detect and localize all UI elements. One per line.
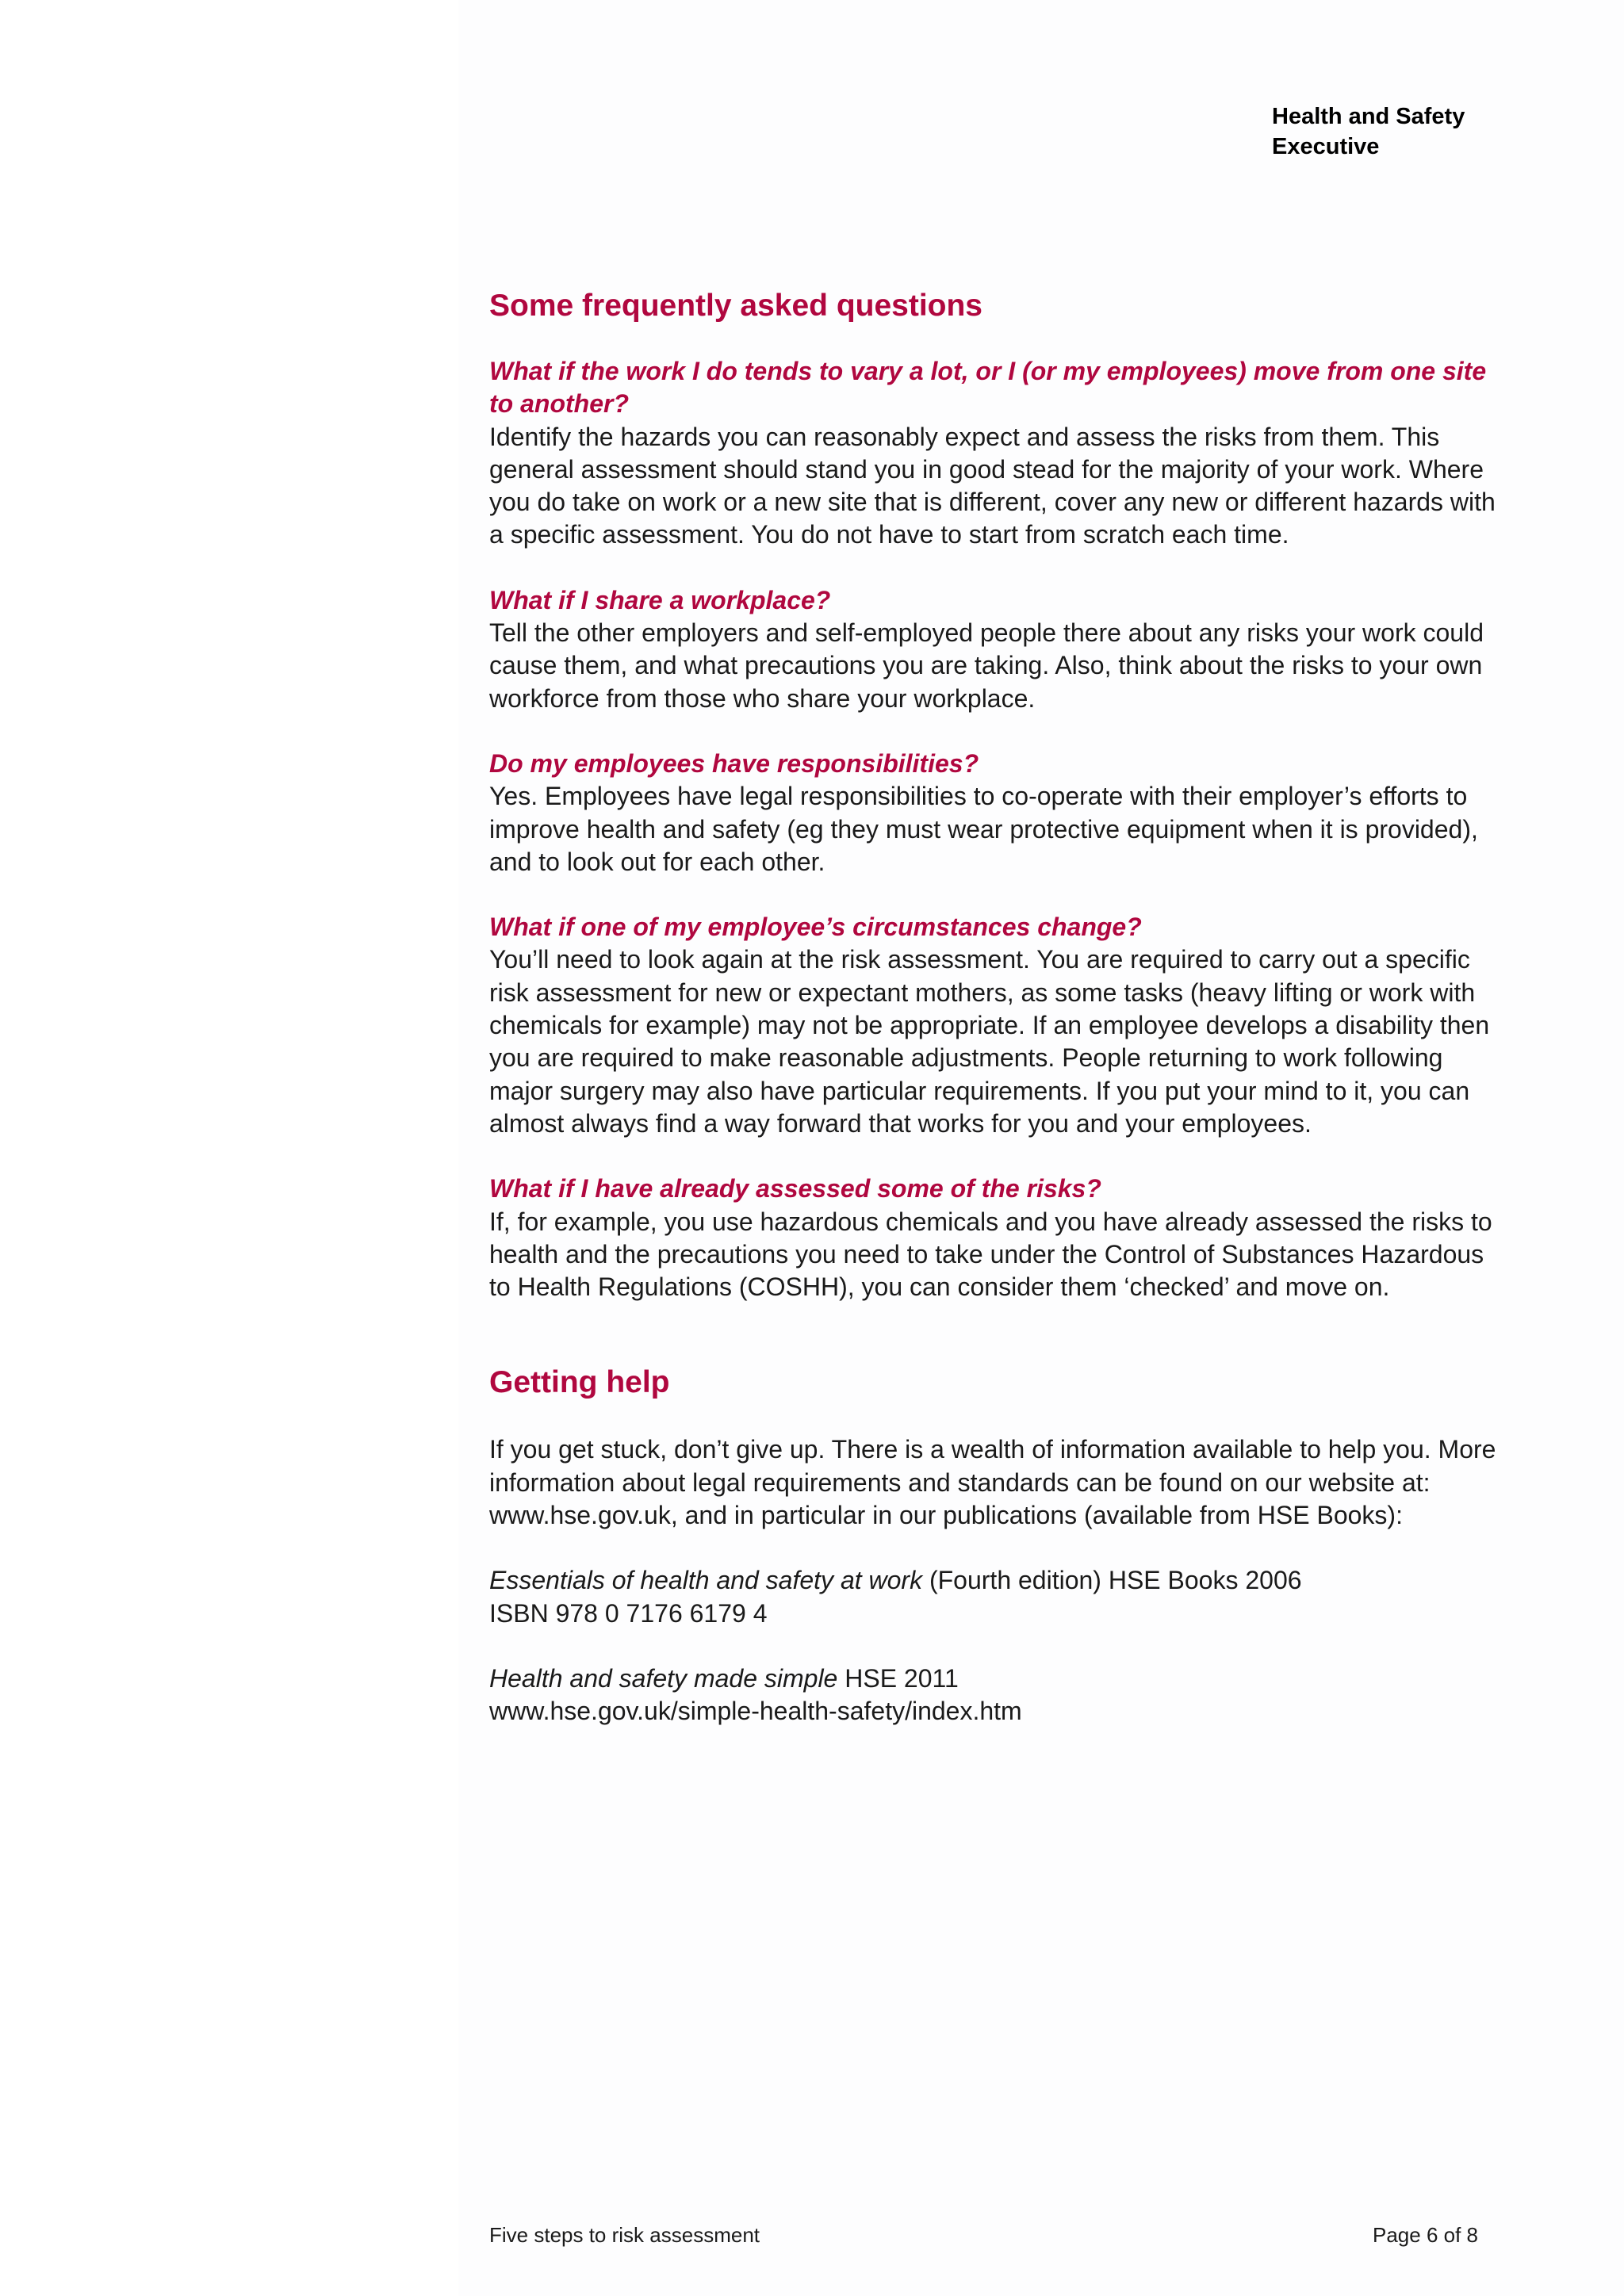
faq-answer: You’ll need to look again at the risk assessment. You are required to carry out a specific risk assessment for new or expectant mothers, as some tasks (heavy lifting or work with chemicals for example) may not be appropriate. If an employee develops a disability then you are required to make reasonable adjustments. People returning to work following major surgery may also have particular requirements. If you put your mind to it, you can almost always find a way forward that works for you and your employees.	[489, 945, 1490, 1138]
publication-title: Essentials of health and safety at work	[489, 1566, 923, 1595]
faq-item	[489, 748, 1496, 878]
footer-document-title: Five steps to risk assessment	[489, 2223, 760, 2247]
faq-section-title: Some frequently asked questions	[489, 289, 983, 323]
publication-url: www.hse.gov.uk/simple-health-safety/index.htm	[489, 1697, 1022, 1726]
faq-question: Do my employees have responsibilities?	[489, 748, 979, 778]
faq-question: What if I have already assessed some of the risks?	[489, 1174, 1101, 1203]
faq-item	[489, 355, 1496, 552]
publication-title: Health and safety made simple	[489, 1663, 838, 1693]
main-content	[489, 258, 1496, 1728]
faq-question: What if one of my employee’s circumstances change?	[489, 913, 1142, 942]
faq-list	[489, 355, 1496, 1303]
help-intro-paragraph: If you get stuck, don’t give up. There is a wealth of information available to help you. More information about legal requirements and standards can be found on our website at: www.hse.gov.uk, and in particular in our publications (available from HSE Books):	[489, 1435, 1496, 1530]
publication-detail: HSE 2011	[837, 1663, 959, 1693]
faq-answer: Yes. Employees have legal responsibilities to co-operate with their employer’s efforts to improve health and safety (eg they must wear protective equipment when it is provided), and to look out for each other.	[489, 782, 1478, 876]
publication-reference-line	[489, 1564, 1496, 1597]
faq-question: What if the work I do tends to vary a lot, or I (or my employees) move from one site to another?	[489, 357, 1487, 419]
faq-question: What if I share a workplace?	[489, 585, 831, 614]
faq-answer: Identify the hazards you can reasonably expect and assess the risks from them. This general assessment should stand you in good stead for the majority of your work. Where you do take on work or a new site that is different, cover any new or different hazards with a specific assessment. You do not have to start from scratch each time.	[489, 422, 1496, 549]
footer-page-number: Page 6 of 8	[1373, 2223, 1478, 2247]
publication-reference	[489, 1663, 1496, 1728]
organisation-name-line-2: Executive	[1272, 134, 1380, 159]
publication-isbn: ISBN 978 0 7176 6179 4	[489, 1598, 768, 1628]
faq-answer: Tell the other employers and self-employed people there about any risks your work could cause them, and what precautions you are taking. Also, think about the risks to your own workforce from those who share your workplace.	[489, 618, 1484, 713]
publication-detail: (Fourth edition) HSE Books 2006	[922, 1566, 1302, 1595]
publication-reference	[489, 1564, 1496, 1630]
faq-item	[489, 1173, 1496, 1303]
faq-item	[489, 911, 1496, 1140]
organisation-name-line-1: Health and Safety	[1272, 104, 1465, 129]
faq-answer: If, for example, you use hazardous chemicals and you have already assessed the risks to health and the precautions you need to take under the Control of Substances Hazardous to Health Regulations (COSHH), you can consider them ‘checked’ and move on.	[489, 1207, 1492, 1302]
help-section-title: Getting help	[489, 1365, 670, 1400]
publication-reference-line	[489, 1663, 1496, 1695]
faq-item	[489, 584, 1496, 715]
organisation-name	[1272, 101, 1510, 162]
